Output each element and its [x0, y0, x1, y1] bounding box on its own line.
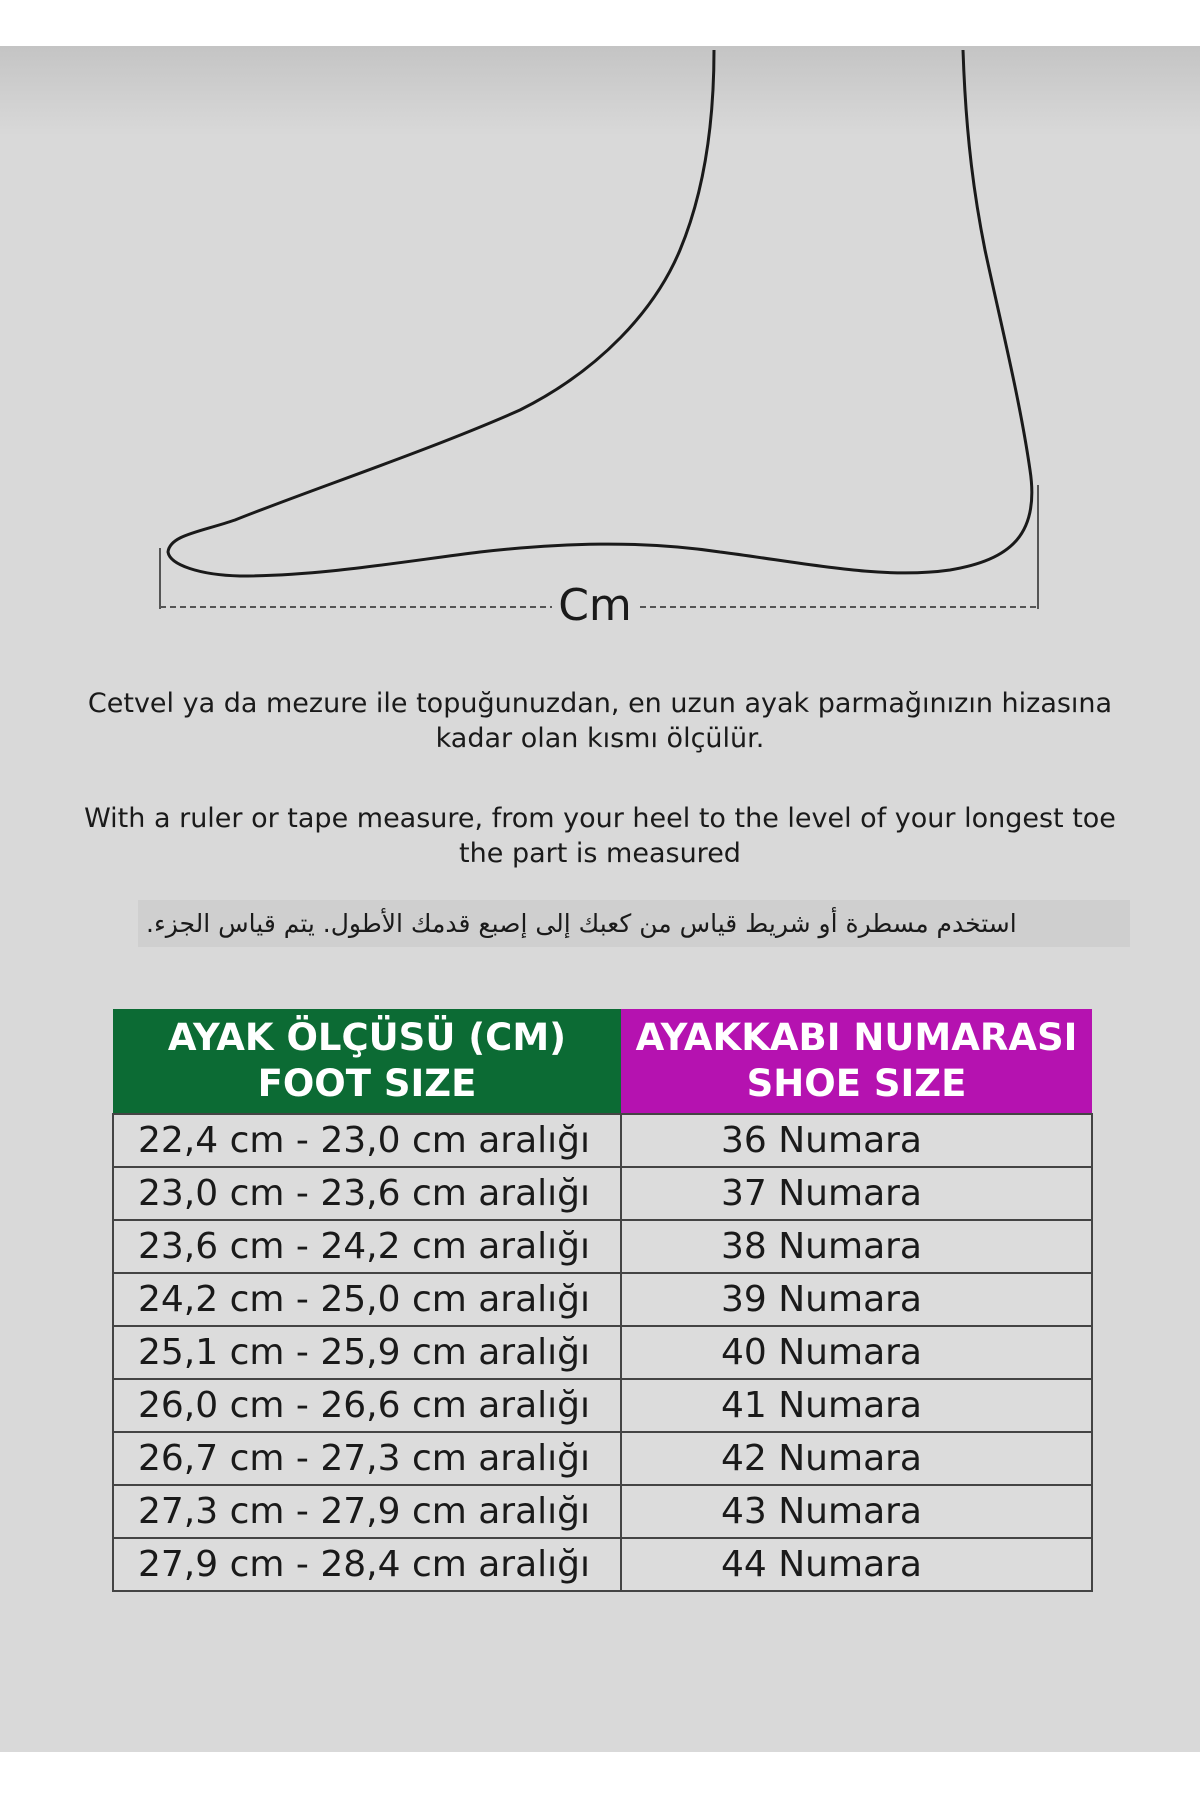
table-row: [113, 1538, 1092, 1591]
table-row: [113, 1167, 1092, 1220]
measure-label: Cm: [558, 580, 632, 631]
table-row: [113, 1273, 1092, 1326]
foot-size-header: [113, 1009, 621, 1114]
size-chart-table: [112, 1009, 1093, 1592]
table-row: [113, 1485, 1092, 1538]
foot-range-cell: 23,0 cm - 23,6 cm aralığı: [113, 1167, 621, 1220]
shoe-size-cell: 39 Numara: [621, 1273, 1092, 1326]
shoe-size-header-line1: AYAKKABI NUMARASI: [635, 1016, 1078, 1059]
foot-range-cell: 22,4 cm - 23,0 cm aralığı: [113, 1114, 621, 1167]
shoe-size-cell: 38 Numara: [621, 1220, 1092, 1273]
size-chart-header-row: [113, 1009, 1092, 1114]
table-row: [113, 1379, 1092, 1432]
foot-range-cell: 27,9 cm - 28,4 cm aralığı: [113, 1538, 621, 1591]
shoe-size-cell: 37 Numara: [621, 1167, 1092, 1220]
foot-range-cell: 26,7 cm - 27,3 cm aralığı: [113, 1432, 621, 1485]
foot-range-cell: 26,0 cm - 26,6 cm aralığı: [113, 1379, 621, 1432]
shoe-size-header-line2: SHOE SIZE: [746, 1062, 967, 1105]
instruction-english: With a ruler or tape measure, from your heel to the level of your longest toe the part is measured: [84, 803, 1116, 869]
foot-outline: [168, 50, 1032, 576]
shoe-size-cell: 42 Numara: [621, 1432, 1092, 1485]
foot-outline-diagram: [0, 0, 1200, 660]
instruction-turkish: Cetvel ya da mezure ile topuğunuzdan, en uzun ayak parmağınızın hizasına kadar olan kısmı ölçülür.: [87, 688, 1113, 754]
table-row: [113, 1114, 1092, 1167]
shoe-size-cell: 44 Numara: [621, 1538, 1092, 1591]
table-row: [113, 1326, 1092, 1379]
shoe-size-cell: 36 Numara: [621, 1114, 1092, 1167]
foot-size-header-line2: FOOT SIZE: [257, 1062, 477, 1105]
foot-range-cell: 27,3 cm - 27,9 cm aralığı: [113, 1485, 621, 1538]
foot-range-cell: 23,6 cm - 24,2 cm aralığı: [113, 1220, 621, 1273]
shoe-size-header: [621, 1009, 1092, 1114]
foot-range-cell: 24,2 cm - 25,0 cm aralığı: [113, 1273, 621, 1326]
shoe-size-cell: 43 Numara: [621, 1485, 1092, 1538]
foot-size-header-line1: AYAK ÖLÇÜSÜ (CM): [167, 1016, 567, 1059]
shoe-size-cell: 40 Numara: [621, 1326, 1092, 1379]
foot-range-cell: 25,1 cm - 25,9 cm aralığı: [113, 1326, 621, 1379]
table-row: [113, 1220, 1092, 1273]
instruction-arabic: استخدم مسطرة أو شريط قياس من كعبك إلى إصبع قدمك الأطول. يتم قياس الجزء.: [138, 900, 1130, 947]
table-row: [113, 1432, 1092, 1485]
shoe-size-cell: 41 Numara: [621, 1379, 1092, 1432]
